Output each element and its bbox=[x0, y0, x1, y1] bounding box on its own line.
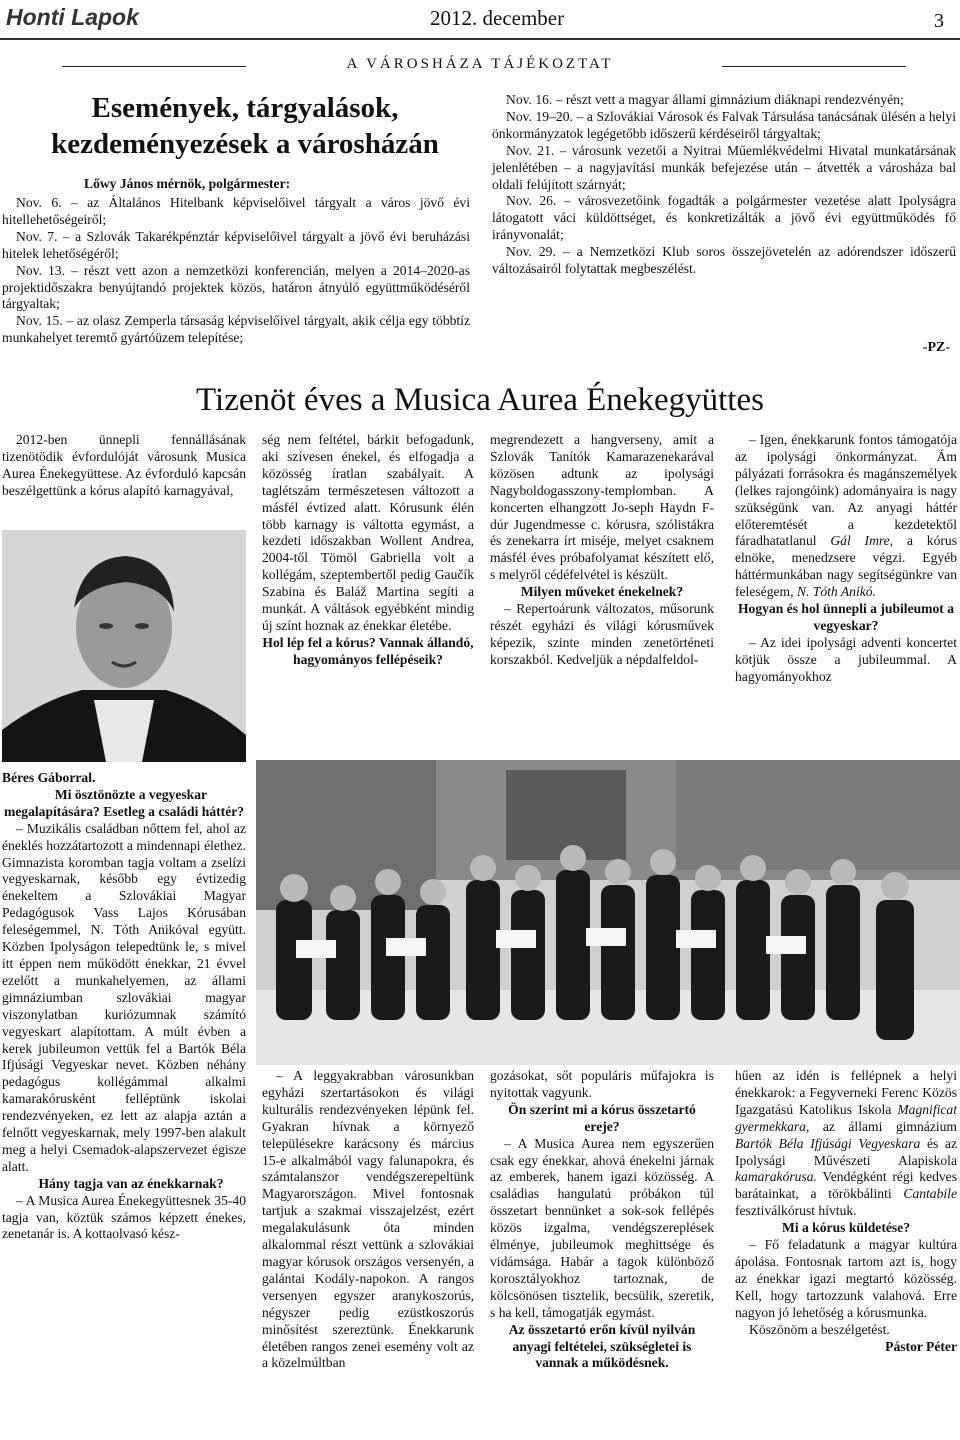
news-item: Nov. 29. – a Nemzetközi Klub soros összejövetelén az adórendszer időszerű változásairól folytattak megbeszélést. bbox=[492, 244, 956, 277]
answer: hűen az idén is fellépnek a helyi énekkarok: a Fegyverneki Ferenc Közös Igazgatású Katolikus Iskola Magnificat gyermekkara, az állami gimnázium Bartók Béla Ifjúsági Vegyeskara és az Ipolysági Művészeti Alapiskola kamarakórusa. Vendégként régi kedves barátainkat, a törökbálinti Cantabile fesztiválkórust hívtuk. bbox=[735, 1068, 957, 1219]
answer: – Igen, énekkarunk fontos támogatója az ipolysági önkormányzat. Ám pályázati forrásokra és magánszemélyek (lelkes rajongóink) adományaira is nagy szükségünk van. Az anyagi háttér előteremtését a kezdetektől fáradhatatlanul Gál Imre, a kórus elnöke, menedzsere végzi. Egyéb háttérmunkában nagy segítségünkre van feleségem, N. Tóth Anikó. bbox=[735, 432, 957, 600]
question: Milyen műveket énekelnek? bbox=[520, 584, 684, 600]
interview-col3-bottom bbox=[490, 1068, 714, 1372]
question: Mi ösztönözte a vegyeskar megalapítására? Esetleg a családi háttér? bbox=[3, 786, 245, 819]
section-rule-left bbox=[62, 66, 246, 67]
issue-date: 2012. december bbox=[430, 6, 565, 30]
answer: – A Musica Aurea nem egyszerűen csak egy énekkar, ahová énekelni járnak az emberek, hanem igazi közösség. A családias hangulatú próbákon túl összetart bennünket a sok-sok fellépés közös izgalma, vendégszereplések élménye, jubileumok meghittsége és vidámsága. Habár a tagok különböző korosztályokhoz tartoznak, de kölcsönösen tisztelik, becsülik, szeretik, s ha kell, támogatják egymást. bbox=[490, 1135, 714, 1320]
section-rule-right bbox=[722, 66, 906, 67]
header-rule bbox=[0, 38, 960, 40]
portrait-photo bbox=[2, 530, 246, 762]
news-item: Nov. 16. – részt vett a magyar állami gimnázium diáknapi rendezvényén; bbox=[506, 92, 904, 107]
answer: – Fő feladatunk a magyar kultúra ápolása. Fontosnak tartom azt is, hogy az énekkar igazi megtartó közösség. Kell, hogy tartozzunk valahová. Erre nagyon jó lehetőség a kórusmunka. bbox=[735, 1237, 957, 1320]
page-number: 3 bbox=[934, 10, 944, 32]
intro-text: 2012-ben ünnepli fennállásának tizenötödik évfordulóját városunk Musica Aurea Énekegyüttese. Az évforduló kapcsán beszélgettünk a kórus alapító karnagyával, bbox=[2, 432, 246, 498]
conductor-name: Béres Gáborral. bbox=[2, 770, 96, 785]
answer: ség nem feltétel, bárkit befogadunk, aki szívesen énekel, és elfogadja a közösség íratlan szabályait. A taglétszám természetesen változott a másfél évtized alatt. Kórusunk élén több karnagy is váltotta egymást, a kezdeti időszakban Wollent Andrea, 2004-től Tömöl Gabriella volt a kollégám, szeptembertől pedig Gaučík Szabina és Baláž Martina segíti a munkát. A váltások egyébként mindig új színt hoznak az énekkar életébe. bbox=[262, 432, 474, 633]
answer: gozásokat, sőt populáris műfajokra is nyitottak vagyunk. bbox=[490, 1068, 714, 1100]
article-signature: -PZ- bbox=[922, 340, 950, 355]
article-column-left bbox=[2, 195, 470, 347]
person-name: Gál Imre bbox=[830, 533, 890, 549]
answer: – Muzikális családban nőttem fel, ahol az éneklés hozzátartozott a mindennapi élethez. Gimnazista koromban tagja voltam a zselízi vegyeskarnak, később egy évtizedig énekeltem a Szlovákiai Magyar Pedagógusok Vass Lajos Kórusában feleségemmel, N. Tóth Anikóval együtt. Közben Ipolyságon telepedtünk le, s mivel itt éppen nem működött énekkar, 21 évvel ezelőtt a munkahelyemen, az állami gimnáziumban szlovákiai magyar viszonylatban kuriózumnak számító vegyeskart alapítottam. A múlt évben a kerek jubileumon vettük fel a Bartók Béla Ifjúsági Vegyeskar nevet. Közben néhány pedagógus kollégámmal alkalmi kamarakórusként felléptünk iskolai rendezvényeken, ez lett az alapja aztán a felnőtt vegyeskarnak, mely 1997-ben alakult meg a helyi Csemadok-alapszervezet égisze alatt. bbox=[2, 820, 246, 1174]
newspaper-name: Honti Lapok bbox=[6, 4, 139, 30]
question: Hány tagja van az énekkarnak? bbox=[38, 1175, 224, 1191]
news-item: Nov. 19–20. – a Szlovákiai Városok és Falvak Társulása tanácsának ülésén a helyi önkormányzatok legégetőbb időszerű kérdéseiről tárgyaltak; bbox=[492, 108, 956, 141]
article-title: Események, tárgyalások, kezdeményezések a városházán bbox=[51, 92, 439, 160]
article-author: Lőwy János mérnök, polgármester: bbox=[84, 176, 291, 191]
section-heading: A VÁROSHÁZA TÁJÉKOZTAT bbox=[346, 56, 614, 72]
question: Az összetartó erőn kívül nyilván anyagi feltételei, szükségletei is vannak a működésnek. bbox=[508, 1321, 696, 1371]
person-name: N. Tóth Anikó. bbox=[796, 584, 876, 600]
question: Ön szerint mi a kórus összetartó ereje? bbox=[508, 1101, 696, 1134]
news-item: Nov. 6. – az Általános Hitelbank képviselőivel tárgyalt a város jövő évi hitellehetőségeiről; bbox=[2, 195, 470, 227]
news-item: Nov. 13. – részt vett azon a nemzetközi konferencián, melyen a 2014–2020-as projektidőszakra benyújtandó projektek közös, határon átnyúló együttműködéséről tárgyaltak; bbox=[2, 262, 470, 312]
closing-line: Köszönöm a beszélgetést. bbox=[749, 1321, 890, 1337]
interview-col2-bottom bbox=[262, 1068, 474, 1372]
question: Mi a kórus küldetése? bbox=[781, 1220, 910, 1236]
answer: – A leggyakrabban városunkban egyházi szertartásokon és világi kulturális rendezvényeken lépünk fel. Gyakran hívnak a környező településekre karácsony és március 15-e alkalmából vagy falunapokra, és számtalanszor vendégszerepeltünk Magyarországon. Mivel fontosnak tartjuk a szakmai visszajelzést, ezért megalakulásunk óta minden alkalommal részt vettünk a szlovákiai magyar kórusok országos versenyén, a galántai Kodály-napokon. A rangos versenyen egyszer aranykoszorús, négyszer pedig ezüstkoszorús minősítést szereztünk. Énekkarunk életében rangos zenei esemény volt az a közelmúltban bbox=[262, 1068, 474, 1371]
interview-col1 bbox=[2, 770, 246, 1243]
question: Hol lép fel a kórus? Vannak állandó, hagyományos fellépéseik? bbox=[262, 634, 474, 667]
question: Hogyan és hol ünnepli a jubileumot a vegyeskar? bbox=[737, 601, 955, 633]
answer: – Az idei ipolysági adventi koncertet kötjük össze a jubileummal. A hagyományokhoz bbox=[735, 634, 957, 684]
news-item: Nov. 7. – a Szlovák Takarékpénztár képviselőivel tárgyalt a jövő évi beruházási hitelek lehetőségéről; bbox=[2, 228, 470, 261]
answer: – A Musica Aurea Énekegyüttesnek 35-40 tagja van, köztük számos képzett énekes, zenetanár is. A kottaolvasó kész- bbox=[2, 1192, 246, 1242]
article-column-right bbox=[492, 92, 956, 278]
news-item: Nov. 21. – városunk vezetői a Nyitrai Műemlékvédelmi Hivatal munkatársának jelenlétében – a nagyjavítási munkák befejezése után – átvették a városháza bal oldali felújított szárnyát; bbox=[492, 142, 956, 192]
interview-col2-top bbox=[262, 432, 474, 669]
interview-title: Tizenöt éves a Musica Aurea Énekegyüttes bbox=[196, 382, 764, 418]
interview-col4-bottom bbox=[735, 1068, 957, 1355]
answer: – Repertoárunk változatos, műsorunk részét egyházi és világi kórusművek képezik, szinte minden zenetörténeti korszakból. Kedveljük a népdalfeldol- bbox=[490, 601, 714, 667]
interview-col4-top bbox=[735, 432, 957, 686]
interview-col3-top bbox=[490, 432, 714, 669]
news-item: Nov. 26. – városvezetőink fogadták a polgármester vezetése alatt Ipolyságra látogatott váci küldöttséget, és konkretizálták a jövő évi együttműködés fő irányvonalát; bbox=[492, 193, 956, 243]
interview-author: Pástor Péter bbox=[885, 1338, 957, 1354]
choir-photo bbox=[256, 760, 960, 1065]
answer: megrendezett a hangverseny, amit a Szlovák Tanítók Kamarazenekarával közösen adtunk az ipolysági Nagyboldogasszony-templomban. A koncerten elhangzott Jo-seph Haydn F-dúr Jugendmesse c. kórusra, szólistákra és zenekarra írt miséje, melyet csaknem másfél éves próbafolyamat készített elő, s melyről cédéfelvétel is készült. bbox=[490, 432, 714, 583]
interview-col1-intro bbox=[2, 432, 246, 500]
news-item: Nov. 15. – az olasz Zemperla társaság képviselőivel tárgyalt, akik célja egy többtíz munkahelyet teremtő gyártóüzem telepítése; bbox=[2, 313, 470, 346]
